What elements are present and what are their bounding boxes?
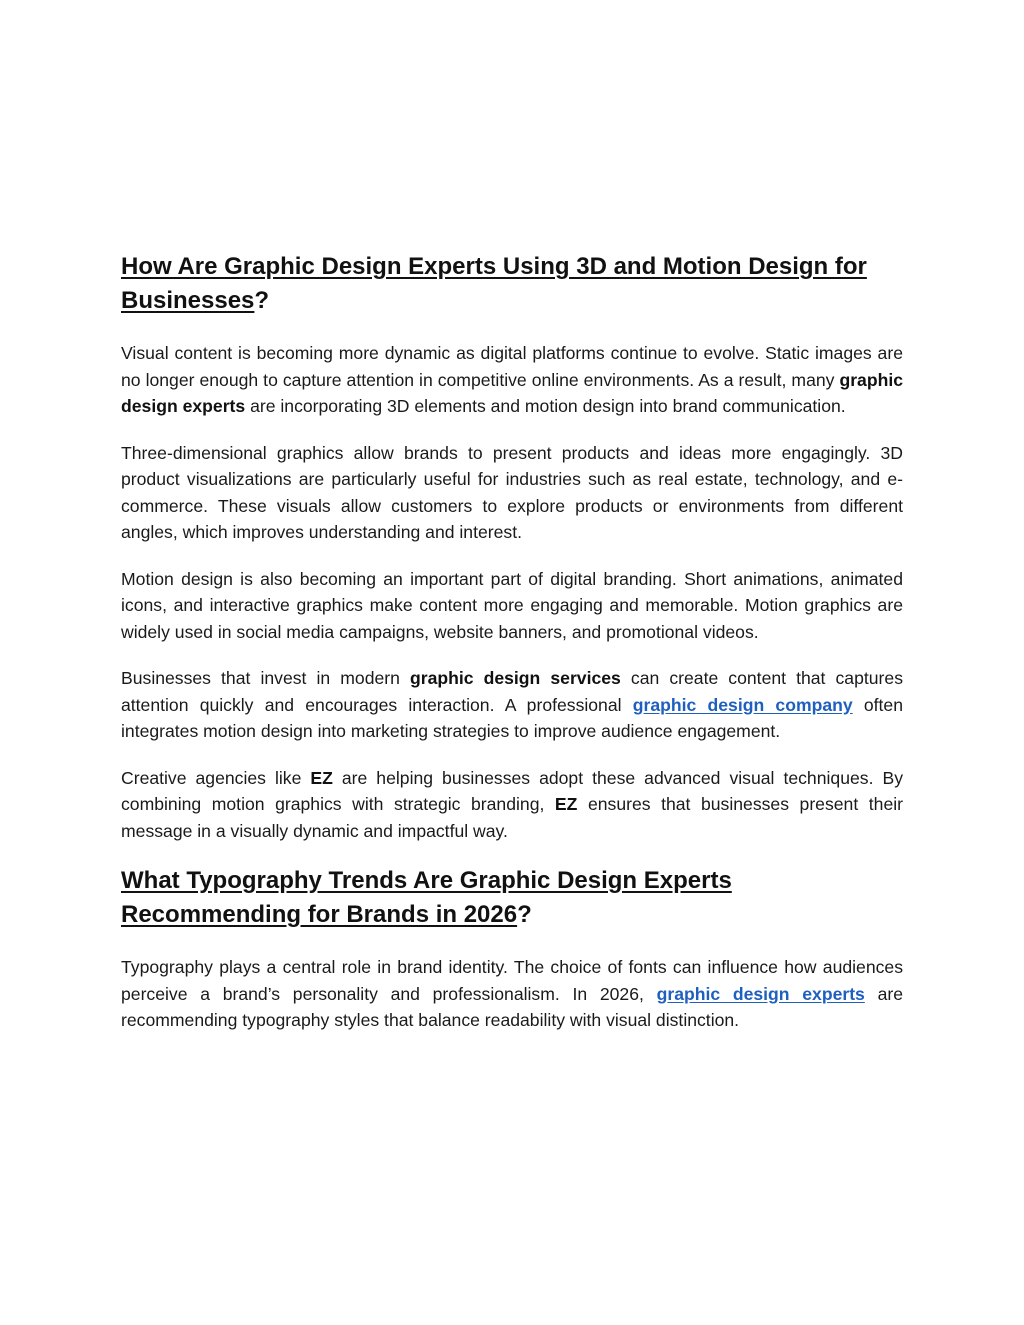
paragraph-typography bbox=[121, 954, 903, 1034]
text-run: can create content that captures attention quickly and encourages interaction. A professional bbox=[121, 668, 903, 715]
heading-text: What Typography Trends Are Graphic Design Experts Recommending for Brands in 2026 bbox=[121, 867, 732, 928]
bold-keyword: graphic design experts bbox=[121, 369, 903, 416]
text-run: Typography plays a central role in brand identity. The choice of fonts can influence how audiences perceive a brand’s personality and professionalism. In 2026, bbox=[121, 957, 903, 1004]
text-run: often integrates motion design into marketing strategies to improve audience engagement. bbox=[121, 694, 903, 741]
heading-question-mark: ? bbox=[254, 287, 270, 314]
paragraph-3d-graphics: Three-dimensional graphics allow brands to present products and ideas more engagingly. 3D product visualizations are particularly useful for industries such as real estate, technology, and e-commerce. These visuals allow customers to explore products or environments from different angles, which improves understanding and interest. bbox=[121, 442, 903, 542]
heading-question-mark: ? bbox=[517, 901, 532, 928]
paragraph-creative-agencies bbox=[121, 765, 903, 845]
text-run: are recommending typography styles that balance readability with visual distinction. bbox=[121, 983, 903, 1030]
bold-brand-name: EZ bbox=[310, 767, 333, 788]
document-page bbox=[121, 250, 903, 1054]
bold-brand-name: EZ bbox=[554, 794, 578, 814]
text-run: Creative agencies like bbox=[121, 767, 311, 788]
text-run: Businesses that invest in modern bbox=[121, 668, 410, 688]
text-run: Visual content is becoming more dynamic as digital platforms continue to evolve. Static images are no longer enough to capture attention in competitive online environments. As a result, many bbox=[121, 343, 903, 390]
graphic-design-experts-link[interactable]: graphic design experts bbox=[656, 983, 865, 1004]
section-heading-3d-motion bbox=[121, 250, 903, 318]
bold-keyword: graphic design services bbox=[409, 668, 621, 688]
heading-text: How Are Graphic Design Experts Using 3D and Motion Design for Businesses bbox=[121, 253, 867, 314]
text-run: are helping businesses adopt these advanced visual techniques. By combining motion graphics with strategic branding, bbox=[121, 767, 903, 814]
section-heading-typography bbox=[121, 864, 903, 932]
graphic-design-company-link[interactable]: graphic design company bbox=[632, 694, 853, 715]
text-run: ensures that businesses present their message in a visually dynamic and impactful way. bbox=[121, 794, 903, 841]
paragraph-visual-content bbox=[121, 340, 903, 420]
paragraph-motion-design: Motion design is also becoming an important part of digital branding. Short animations, animated icons, and interactive graphics make content more engaging and memorable. Motion graphics are widely used in social media campaigns, website banners, and promotional videos. bbox=[121, 568, 903, 642]
text-run: are incorporating 3D elements and motion design into brand communication. bbox=[245, 396, 846, 416]
paragraph-design-services bbox=[121, 665, 903, 745]
